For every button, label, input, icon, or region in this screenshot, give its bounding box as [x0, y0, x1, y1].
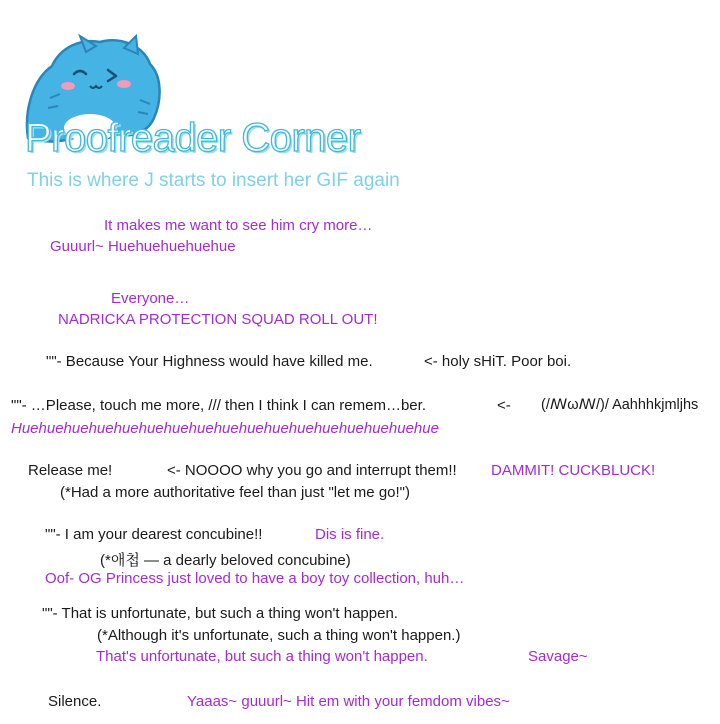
- comment-line: Yaaas~ guuurl~ Hit em with your femdom vibes~: [187, 693, 510, 710]
- comment-line: That's unfortunate, but such a thing won't happen.: [96, 648, 428, 665]
- translation-note: (*Had a more authoritative feel than just "let me go!"): [60, 484, 410, 501]
- comment-line: It makes me want to see him cry more…: [104, 217, 373, 234]
- quote-line: Release me!: [28, 462, 113, 479]
- translation-note: (*애첩 — a dearly beloved concubine): [100, 552, 351, 569]
- quote-line: ""- …Please, touch me more, /// then I think I can remem…ber.: [11, 397, 426, 414]
- translation-note: (*Although it's unfortunate, such a thing won't happen.): [97, 627, 461, 644]
- quote-line: ""- That is unfortunate, but such a thing won't happen.: [42, 605, 398, 622]
- quote-comment: (/ꟿωꟿ/)/ Aahhhkjmljhs: [541, 397, 699, 413]
- quote-comment: <-: [497, 397, 511, 414]
- comment-line: DAMMIT! CUCKBLUCK!: [491, 462, 656, 479]
- comment-line: Everyone…: [111, 290, 190, 307]
- comment-line: Dis is fine.: [315, 526, 385, 543]
- comment-line: Guuurl~ Huehuehuehuehue: [50, 238, 236, 255]
- quote-line: Silence.: [48, 693, 102, 710]
- page-subtitle: This is where J starts to insert her GIF again: [27, 170, 400, 191]
- page-title: Proofreader Corner: [25, 116, 361, 160]
- comment-line: NADRICKA PROTECTION SQUAD ROLL OUT!: [58, 311, 378, 328]
- quote-line: ""- I am your dearest concubine!!: [45, 526, 263, 543]
- comment-line: Huehuehuehuehuehuehuehuehuehuehuehuehuehuehuehuehue: [11, 420, 439, 437]
- comment-line: Savage~: [528, 648, 588, 665]
- quote-comment: <- holy sHiT. Poor boi.: [424, 353, 572, 370]
- quote-comment: <- NOOOO why you go and interrupt them!!: [167, 462, 457, 479]
- comment-line: Oof- OG Princess just loved to have a boy toy collection, huh…: [45, 570, 465, 587]
- quote-line: ""- Because Your Highness would have killed me.: [46, 353, 373, 370]
